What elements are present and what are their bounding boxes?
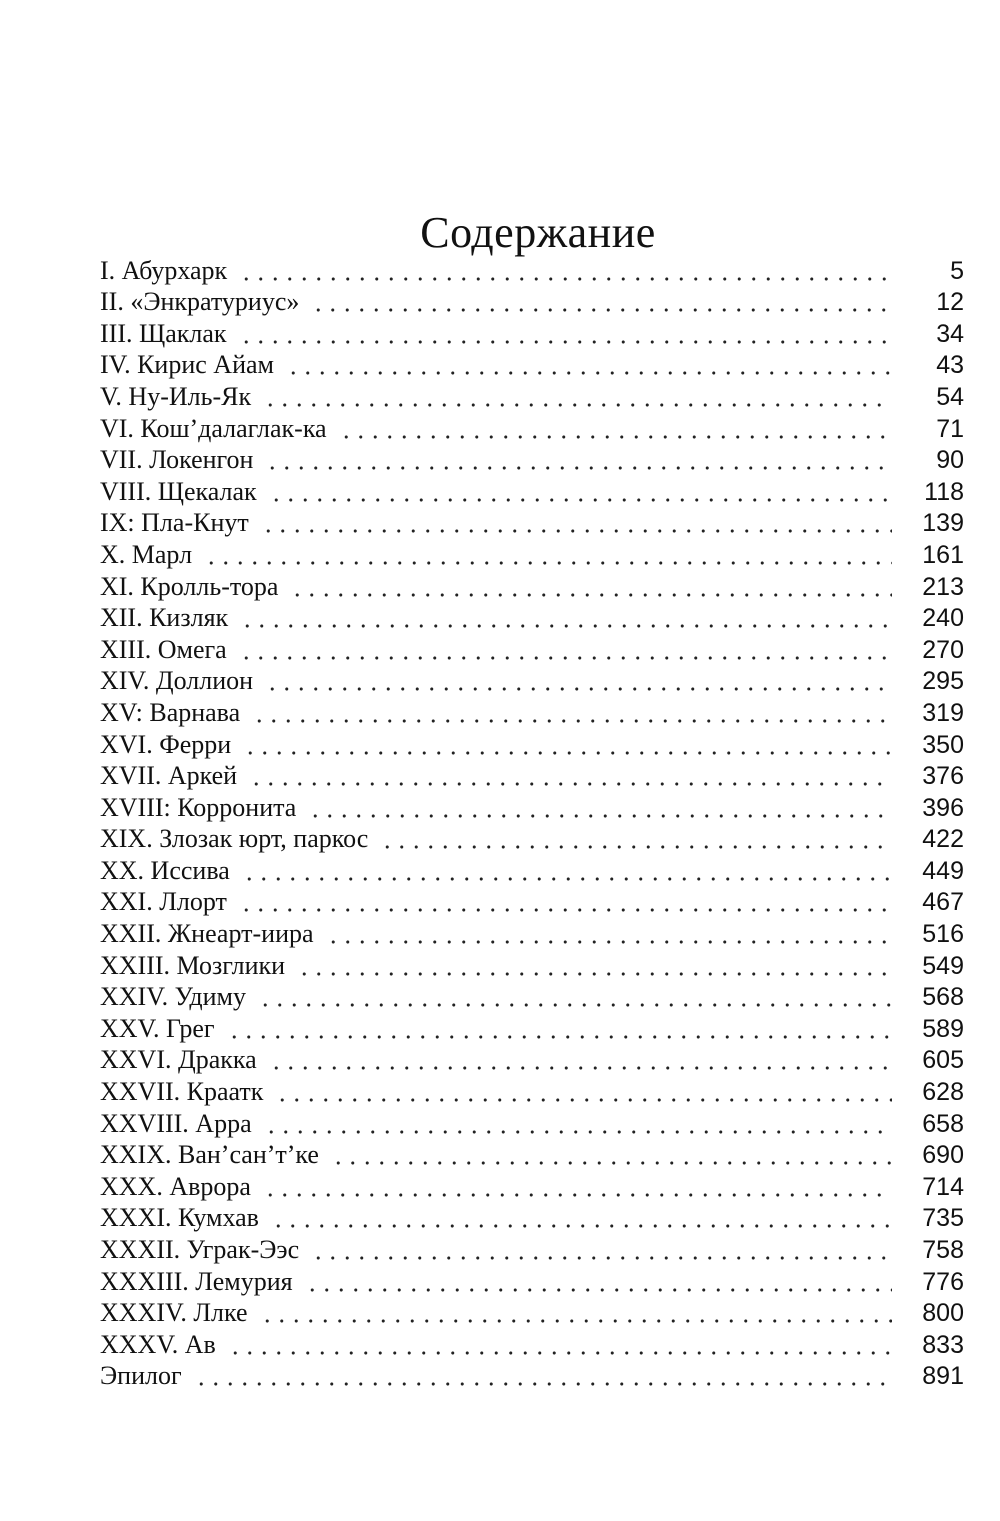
chapter-title: XXXIV. Ллке bbox=[100, 1298, 248, 1328]
dot-leader bbox=[286, 370, 892, 376]
chapter-title: XVIII: Корронита bbox=[100, 792, 297, 822]
page-number: 213 bbox=[922, 572, 964, 601]
page-number: 139 bbox=[922, 509, 964, 538]
chapter-title: XXVII. Краатк bbox=[100, 1077, 264, 1107]
chapter-title: X. Марл bbox=[100, 539, 193, 569]
chapter-title: IV. Кирис Айам bbox=[100, 350, 274, 380]
page-number: 71 bbox=[936, 414, 964, 443]
toc-entry bbox=[100, 696, 964, 728]
toc-entry bbox=[100, 1265, 964, 1297]
page-number: 350 bbox=[922, 730, 964, 759]
chapter-title: IX: Пла-Кнут bbox=[100, 508, 249, 538]
dot-leader bbox=[271, 1223, 892, 1229]
chapter-title: XXXIII. Лемурия bbox=[100, 1266, 293, 1296]
dot-leader bbox=[242, 876, 892, 882]
page-number: 161 bbox=[922, 540, 964, 569]
page-number: 833 bbox=[922, 1330, 964, 1359]
chapter-title: XXV. Грег bbox=[100, 1013, 215, 1043]
toc-entry bbox=[100, 1012, 964, 1044]
dot-leader bbox=[265, 686, 892, 692]
page-number: 319 bbox=[922, 698, 964, 727]
dot-leader bbox=[258, 1002, 892, 1008]
toc-entry bbox=[100, 1297, 964, 1329]
chapter-title: XVI. Ферри bbox=[100, 729, 232, 759]
dot-leader bbox=[239, 907, 892, 913]
dot-leader bbox=[227, 1034, 892, 1040]
page-number: 568 bbox=[922, 983, 964, 1012]
dot-leader bbox=[239, 276, 892, 282]
page-number: 422 bbox=[922, 825, 964, 854]
toc-entry bbox=[100, 1075, 964, 1107]
dot-leader bbox=[194, 1381, 892, 1387]
page-number: 549 bbox=[922, 951, 964, 980]
dot-leader bbox=[263, 1192, 892, 1198]
toc-entry bbox=[100, 633, 964, 665]
page-number: 376 bbox=[922, 762, 964, 791]
page-number: 605 bbox=[922, 1046, 964, 1075]
dot-leader bbox=[311, 1255, 892, 1261]
toc-entry bbox=[100, 602, 964, 634]
chapter-title: XXI. Ллорт bbox=[100, 887, 227, 917]
dot-leader bbox=[265, 465, 892, 471]
dot-leader bbox=[305, 1287, 892, 1293]
toc-entry bbox=[100, 1139, 964, 1171]
chapter-title: XXVIII. Арра bbox=[100, 1108, 252, 1138]
chapter-title: XXVI. Дракка bbox=[100, 1045, 257, 1075]
chapter-title: Эпилог bbox=[100, 1361, 182, 1391]
page-number: 43 bbox=[936, 351, 964, 380]
toc-entry bbox=[100, 475, 964, 507]
toc-entry bbox=[100, 1202, 964, 1234]
page-number: 449 bbox=[922, 856, 964, 885]
dot-leader bbox=[252, 718, 892, 724]
dot-leader bbox=[243, 750, 892, 756]
toc-entry bbox=[100, 728, 964, 760]
dot-leader bbox=[204, 560, 892, 566]
chapter-title: XXXI. Кумхав bbox=[100, 1203, 259, 1233]
toc-entry bbox=[100, 760, 964, 792]
page-number: 628 bbox=[922, 1078, 964, 1107]
toc-entry bbox=[100, 791, 964, 823]
dot-leader bbox=[261, 528, 892, 534]
chapter-title: V. Ну-Иль-Як bbox=[100, 381, 252, 411]
dot-leader bbox=[239, 339, 892, 345]
dot-leader bbox=[308, 813, 892, 819]
page-number: 5 bbox=[950, 256, 964, 285]
page-number: 758 bbox=[922, 1236, 964, 1264]
chapter-title: III. Щаклак bbox=[100, 318, 227, 348]
toc-entry bbox=[100, 317, 964, 349]
toc-entry bbox=[100, 917, 964, 949]
toc-entry bbox=[100, 823, 964, 855]
page-number: 240 bbox=[922, 604, 964, 633]
dot-leader bbox=[326, 939, 892, 945]
toc-entry bbox=[100, 286, 964, 318]
toc-entry bbox=[100, 507, 964, 539]
dot-leader bbox=[239, 655, 892, 661]
toc-entry bbox=[100, 665, 964, 697]
chapter-title: I. Абурхарк bbox=[100, 255, 228, 285]
toc-entry bbox=[100, 412, 964, 444]
dot-leader bbox=[275, 1097, 892, 1103]
toc-entry bbox=[100, 444, 964, 476]
page-number: 12 bbox=[936, 288, 964, 317]
dot-leader bbox=[297, 971, 892, 977]
toc-entry bbox=[100, 886, 964, 918]
chapter-title: XV: Варнава bbox=[100, 697, 241, 727]
chapter-title: VI. Кош’далаглак-ка bbox=[100, 413, 327, 443]
page-number: 54 bbox=[936, 382, 964, 411]
page-number: 118 bbox=[924, 477, 964, 506]
chapter-title: XXIII. Мозглики bbox=[100, 950, 286, 980]
dot-leader bbox=[228, 1350, 892, 1356]
chapter-title: XXIX. Ван’сан’т’ке bbox=[100, 1140, 319, 1170]
page-number: 658 bbox=[922, 1109, 964, 1138]
dot-leader bbox=[331, 1160, 892, 1166]
toc-entry bbox=[100, 1170, 964, 1202]
page-number: 270 bbox=[922, 635, 964, 664]
toc-entry bbox=[100, 570, 964, 602]
chapter-title: XXXV. Ав bbox=[100, 1329, 216, 1359]
page-title: Содержание bbox=[420, 208, 656, 258]
dot-leader bbox=[339, 434, 892, 440]
dot-leader bbox=[263, 402, 892, 408]
dot-leader bbox=[264, 1129, 892, 1135]
dot-leader bbox=[249, 781, 892, 787]
toc-entry bbox=[100, 1233, 964, 1265]
toc-entry bbox=[100, 1328, 964, 1360]
chapter-title: XXXII. Уграк-Ээс bbox=[100, 1235, 300, 1264]
toc-entry bbox=[100, 1360, 964, 1392]
page-number: 34 bbox=[936, 319, 964, 348]
toc-entry bbox=[100, 254, 964, 286]
toc-entry bbox=[100, 1044, 964, 1076]
chapter-title: VIII. Щекалак bbox=[100, 476, 257, 506]
page-number: 690 bbox=[922, 1141, 964, 1170]
toc-entry bbox=[100, 538, 964, 570]
dot-leader bbox=[380, 844, 892, 850]
toc-entry bbox=[100, 380, 964, 412]
chapter-title: II. «Энкратуриус» bbox=[100, 287, 300, 317]
toc-entry bbox=[100, 1107, 964, 1139]
chapter-title: XXIV. Удиму bbox=[100, 982, 246, 1012]
toc-entry bbox=[100, 981, 964, 1013]
page-number: 891 bbox=[922, 1362, 964, 1391]
page-number: 90 bbox=[936, 446, 964, 475]
page-number: 735 bbox=[922, 1204, 964, 1233]
chapter-title: XIX. Злозак юрт, паркос bbox=[100, 824, 369, 854]
dot-leader bbox=[260, 1318, 892, 1324]
page-number: 467 bbox=[922, 888, 964, 917]
chapter-title: XIV. Доллион bbox=[100, 666, 254, 696]
dot-leader bbox=[311, 307, 892, 313]
chapter-title: XXII. Жнеарт-иира bbox=[100, 919, 314, 949]
chapter-title: XII. Кизляк bbox=[100, 603, 229, 633]
toc-entry bbox=[100, 949, 964, 981]
page-number: 589 bbox=[922, 1014, 964, 1043]
chapter-title: XVII. Аркей bbox=[100, 761, 238, 791]
dot-leader bbox=[290, 592, 892, 598]
dot-leader bbox=[269, 1065, 892, 1071]
page-number: 714 bbox=[922, 1172, 964, 1201]
chapter-title: XIII. Омега bbox=[100, 634, 227, 664]
dot-leader bbox=[269, 497, 892, 503]
chapter-title: XXX. Аврора bbox=[100, 1171, 251, 1201]
page-number: 800 bbox=[922, 1299, 964, 1328]
page-number: 516 bbox=[922, 920, 964, 949]
chapter-title: VII. Локенгон bbox=[100, 445, 254, 475]
toc-entry bbox=[100, 854, 964, 886]
chapter-title: XX. Иссива bbox=[100, 855, 230, 885]
dot-leader bbox=[240, 623, 892, 629]
page-number: 295 bbox=[922, 667, 964, 696]
chapter-title: XI. Кролль-тора bbox=[100, 571, 279, 601]
table-of-contents bbox=[100, 254, 964, 1391]
page-number: 396 bbox=[922, 793, 964, 822]
toc-entry bbox=[100, 349, 964, 381]
page-number: 776 bbox=[922, 1267, 964, 1296]
